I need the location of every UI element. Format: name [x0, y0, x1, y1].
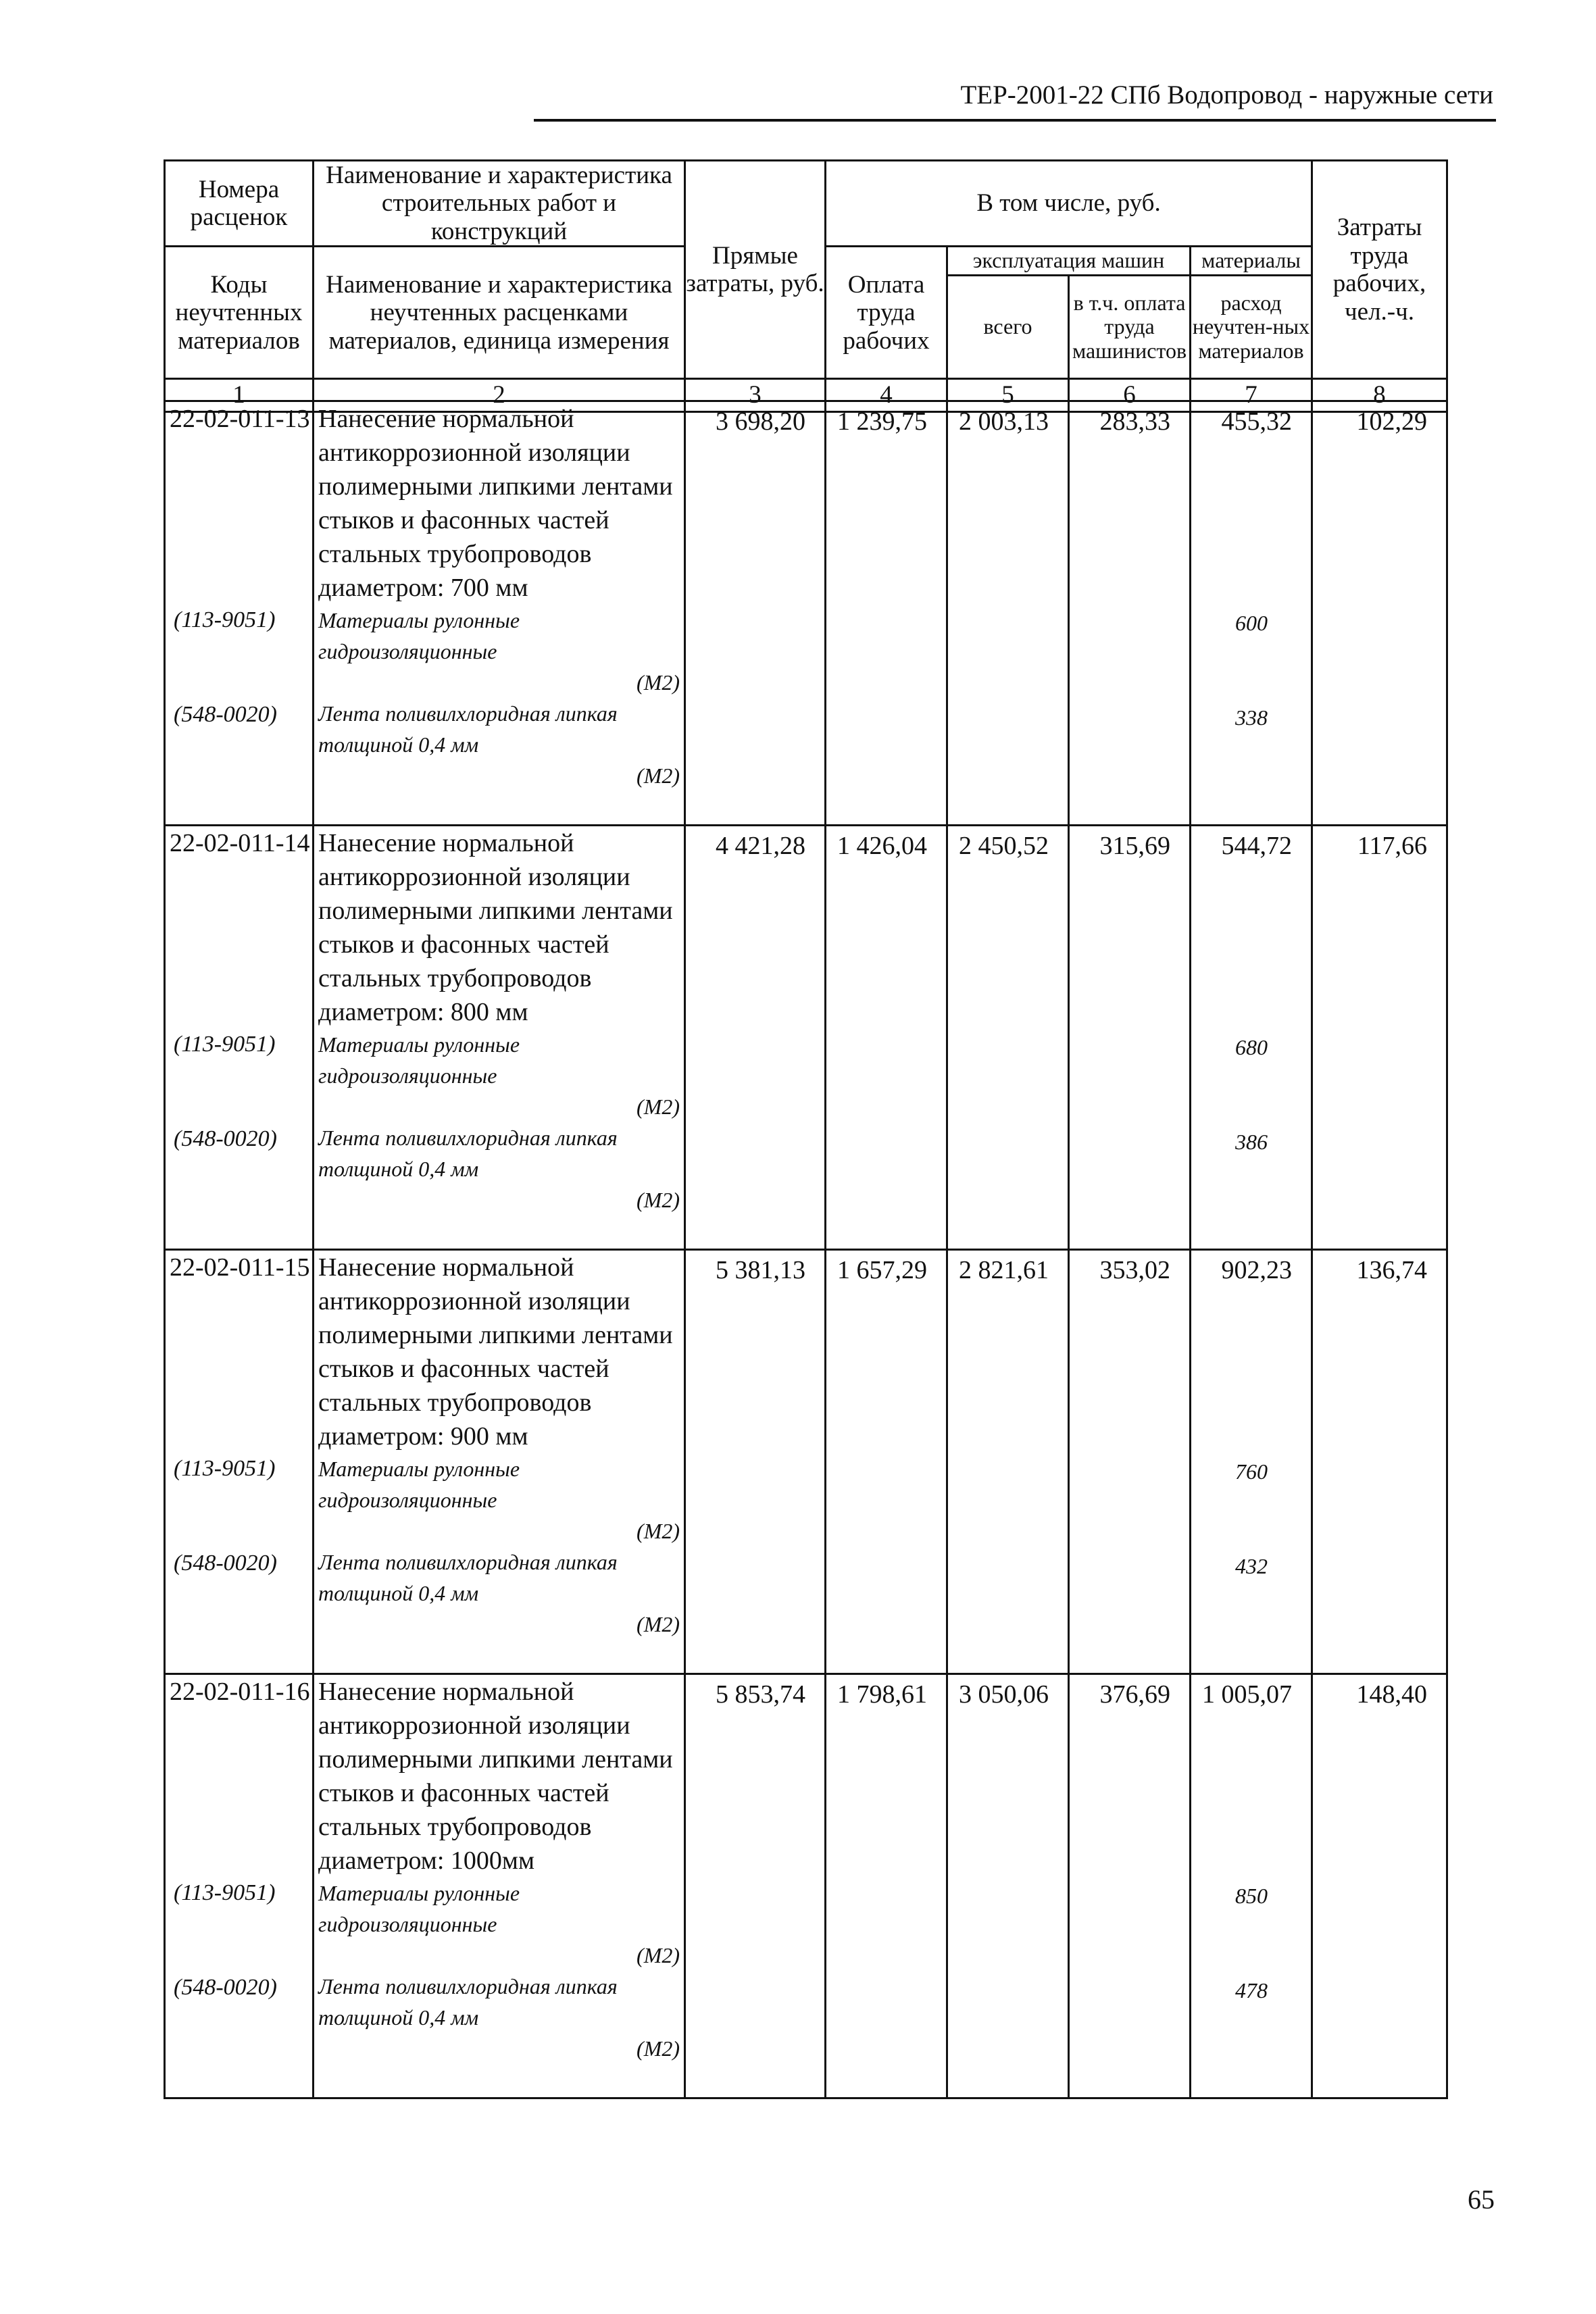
machines-total-cell: 2 450,52: [947, 826, 1069, 1250]
labor-pay-cell: 1 657,29: [826, 1250, 947, 1674]
material-quantity: 600: [1235, 611, 1268, 635]
materials-value: 455,32: [1221, 407, 1292, 436]
including-header: В том числе, руб.: [826, 161, 1312, 247]
machinist-pay-cell: 353,02: [1069, 1250, 1191, 1674]
machinist-pay-cell: 376,69: [1069, 1674, 1191, 2098]
col-number: 1: [165, 379, 314, 411]
material-code: (113-9051): [174, 1880, 276, 1905]
material-quantity: 386: [1235, 1130, 1268, 1154]
col-number: 7: [1191, 379, 1312, 411]
materials-value: 902,23: [1221, 1256, 1292, 1284]
material-quantity: 478: [1235, 1978, 1268, 2003]
table-row: [165, 1250, 1447, 1674]
col3-header: Прямые затраты, руб.: [685, 161, 826, 379]
material-unit: (М2): [637, 763, 680, 788]
materials-cell: [1191, 1674, 1312, 2098]
rate-code: 22-02-011-13: [170, 405, 310, 433]
description-cell: [314, 401, 685, 826]
material-name: Лента поливилхлоридная липкая толщиной 0,4 мм: [318, 1974, 618, 2030]
material-quantity: 760: [1235, 1459, 1268, 1484]
rates-table: [164, 400, 1448, 2099]
material-unit: (М2): [637, 1612, 680, 1636]
table-header: [164, 159, 1448, 413]
rate-code-cell: [165, 826, 314, 1250]
description-cell: [314, 826, 685, 1250]
material-name: Материалы рулонные гидроизоляционные: [318, 608, 520, 663]
material-name: Материалы рулонные гидроизоляционные: [318, 1881, 520, 1936]
col-number: 8: [1312, 379, 1447, 411]
direct-costs-cell: 5 381,13: [685, 1250, 826, 1674]
description-cell: [314, 1674, 685, 2098]
machines-total-cell: 2 003,13: [947, 401, 1069, 826]
col5-header: всего: [947, 276, 1069, 379]
material-unit: (М2): [637, 1519, 680, 1543]
materials-value: 1 005,07: [1202, 1680, 1292, 1709]
labor-hours-cell: 117,66: [1312, 826, 1447, 1250]
material-name: Лента поливилхлоридная липкая толщиной 0,4 мм: [318, 701, 618, 757]
material-unit: (М2): [637, 1943, 680, 1967]
labor-hours-cell: 136,74: [1312, 1250, 1447, 1674]
col1-bottom-header: Коды неучтенных материалов: [165, 247, 314, 379]
machines-total-cell: 3 050,06: [947, 1674, 1069, 2098]
material-code: (548-0020): [174, 1551, 277, 1576]
col6-header: в т.ч. оплата труда машинистов: [1069, 276, 1191, 379]
col-number: 2: [314, 379, 685, 411]
col-number: 4: [826, 379, 947, 411]
material-name: Материалы рулонные гидроизоляционные: [318, 1032, 520, 1088]
rate-title: Нанесение нормальной антикоррозионной изоляции полимерными липкими лентами стыков и фасонных частей стальных трубопроводов диаметром: 1000мм: [318, 1678, 673, 1875]
machines-header: эксплуатация машин: [947, 247, 1191, 276]
material-code: (113-9051): [174, 607, 276, 632]
machines-total-cell: 2 821,61: [947, 1250, 1069, 1674]
col-number: 5: [947, 379, 1069, 411]
direct-costs-cell: 3 698,20: [685, 401, 826, 826]
table-row: [165, 1674, 1447, 2098]
materials-cell: [1191, 1250, 1312, 1674]
col-number: 3: [685, 379, 826, 411]
materials-cell: [1191, 401, 1312, 826]
machinist-pay-cell: 283,33: [1069, 401, 1191, 826]
col8-header: Затраты труда рабочих, чел.-ч.: [1312, 161, 1447, 379]
col7-header: расход неучтен-ных материалов: [1191, 276, 1312, 379]
col2-bottom-header: Наименование и характеристика неучтенных расценками материалов, единица измерения: [314, 247, 685, 379]
material-code: (548-0020): [174, 1975, 277, 2000]
rate-title: Нанесение нормальной антикоррозионной изоляции полимерными липкими лентами стыков и фасонных частей стальных трубопроводов диаметром: 900 мм: [318, 1253, 673, 1451]
material-unit: (М2): [637, 1095, 680, 1119]
labor-pay-cell: 1 798,61: [826, 1674, 947, 2098]
table-row: [165, 401, 1447, 826]
rate-code: 22-02-011-14: [170, 829, 310, 857]
material-name: Лента поливилхлоридная липкая толщиной 0,4 мм: [318, 1126, 618, 1181]
rate-title: Нанесение нормальной антикоррозионной изоляции полимерными липкими лентами стыков и фасонных частей стальных трубопроводов диаметром: 700 мм: [318, 405, 673, 602]
material-name: Лента поливилхлоридная липкая толщиной 0,4 мм: [318, 1550, 618, 1605]
col4-header: Оплата труда рабочих: [826, 247, 947, 379]
labor-hours-cell: 148,40: [1312, 1674, 1447, 2098]
rate-code: 22-02-011-15: [170, 1253, 310, 1282]
col-number: 6: [1069, 379, 1191, 411]
material-quantity: 338: [1235, 705, 1268, 730]
rate-code-cell: [165, 1674, 314, 2098]
material-unit: (М2): [637, 2036, 680, 2061]
table-row: [165, 826, 1447, 1250]
material-code: (113-9051): [174, 1456, 276, 1481]
machinist-pay-cell: 315,69: [1069, 826, 1191, 1250]
rate-code-cell: [165, 401, 314, 826]
description-cell: [314, 1250, 685, 1674]
material-code: (113-9051): [174, 1032, 276, 1057]
rate-code-cell: [165, 1250, 314, 1674]
materials-header: материалы: [1191, 247, 1312, 276]
material-quantity: 432: [1235, 1554, 1268, 1578]
rate-title: Нанесение нормальной антикоррозионной изоляции полимерными липкими лентами стыков и фасонных частей стальных трубопроводов диаметром: 800 мм: [318, 829, 673, 1026]
rate-code: 22-02-011-16: [170, 1678, 310, 1706]
material-quantity: 850: [1235, 1884, 1268, 1908]
materials-cell: [1191, 826, 1312, 1250]
col1-top-header: Номера расценок: [165, 161, 314, 247]
col2-top-header: Наименование и характеристика строительных работ и конструкций: [314, 161, 685, 247]
material-code: (548-0020): [174, 1126, 277, 1151]
running-title: ТЕР-2001-22 СПб Водопровод - наружные сети: [960, 80, 1493, 109]
materials-value: 544,72: [1221, 832, 1292, 860]
labor-pay-cell: 1 239,75: [826, 401, 947, 826]
labor-pay-cell: 1 426,04: [826, 826, 947, 1250]
direct-costs-cell: 5 853,74: [685, 1674, 826, 2098]
page-number: 65: [1468, 2184, 1495, 2215]
material-unit: (М2): [637, 670, 680, 695]
material-name: Материалы рулонные гидроизоляционные: [318, 1457, 520, 1512]
labor-hours-cell: 102,29: [1312, 401, 1447, 826]
header-rule: [534, 119, 1496, 122]
material-unit: (М2): [637, 1188, 680, 1212]
direct-costs-cell: 4 421,28: [685, 826, 826, 1250]
material-quantity: 680: [1235, 1035, 1268, 1059]
material-code: (548-0020): [174, 702, 277, 727]
